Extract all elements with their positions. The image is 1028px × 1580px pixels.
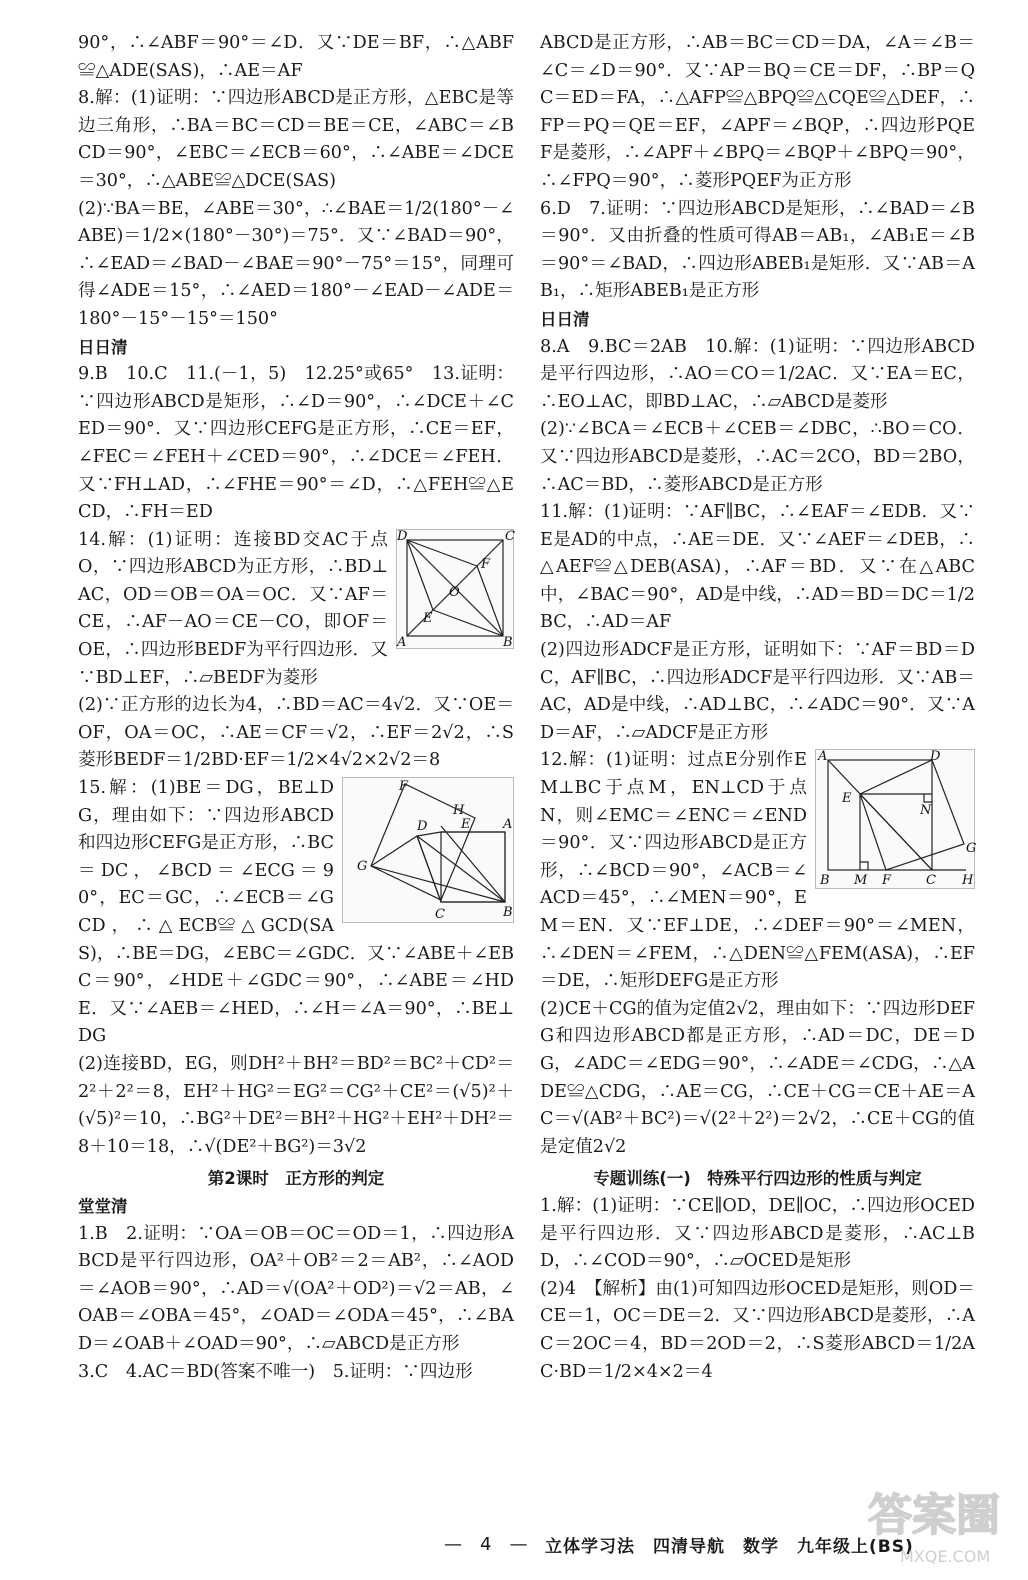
fig14-label-f: F [481, 556, 491, 572]
page-number: — 4 — [444, 1534, 528, 1555]
watermark-text: 答案圈 [868, 1490, 1000, 1541]
left-para-1: 90°，∴∠ABF＝90°＝∠D．又∵DE＝BF，∴△ABF≌△ADE(SAS)，∴AE＝AF [78, 33, 514, 81]
fig14-label-a: A [397, 634, 407, 650]
fig12-label-a: A [818, 749, 828, 765]
fig14-label-o: O [449, 584, 460, 600]
section-heading-riri: 日日清 [78, 337, 128, 357]
lesson-title: 第2课时 正方形的判定 [207, 1169, 385, 1189]
left-para-4: 9.B 10.C 11.(－1，5) 12.25°或65° 13.证明：∵四边形ABCD是矩形，∴∠D＝90°，∴∠DCE＋∠CED＝90°．又∵四边形CEFG是正方形，∴CE＝EF，∠FEC＝∠FEH＋∠CED＝90°，∴∠DCE＝∠FEH．又∵FH⊥AD，∴∠FHE＝90°＝∠D，∴△FEH≌△ECD，∴FH＝ED [78, 364, 514, 523]
watermark-url: MXQE.COM [900, 1547, 991, 1566]
right-para-1: ABCD是正方形，∴AB＝BC＝CD＝DA，∠A＝∠B＝∠C＝∠D＝90°．又∵AP＝BQ＝CE＝DF，∴BP＝QC＝ED＝FA，∴△AFP≌△BPQ≌△CQE≌△DEF，∴FP＝PQ＝QE＝EF，∠APF＝∠BQP，∴四边形PQEF是菱形，∴∠APF＋∠BPQ＝∠BQP＋∠BPQ＝90°，∴∠FPQ＝90°，∴菱形PQEF为正方形 [540, 33, 975, 191]
right-para-6: (2)四边形ADCF是正方形，证明如下：∵AF＝BD＝DC，AF∥BC，∴四边形ADCF是平行四边形．又∵AB＝AC，AD是中线，∴AD⊥BC，∴∠ADC＝90°．又∵AD＝AF，∴▱ADCF是正方形 [540, 640, 975, 743]
left-para-8: (2)连接BD，EG，则DH²＋BH²＝BD²＝BC²＋CD²＝2²＋2²＝8，EH²＋HG²＝EG²＝CG²＋CE²＝(√5)²＋(√5)²＝10，∴BG²＋DE²＝BH²＋HG²＋EH²＋DH²＝8＋10＝18，∴√(DE²＋BG²)＝3√2 [78, 1053, 514, 1157]
figure-q15 [342, 777, 514, 923]
left-para-2: 8.解：(1)证明：∵四边形ABCD是正方形，△EBC是等边三角形，∴BA＝BC＝CD＝BE＝CE，∠ABC＝∠BCD＝90°，∠EBC＝∠ECB＝60°，∴∠ABE＝∠DCE＝30°，∴△ABE≌△DCE(SAS) [78, 88, 514, 191]
fig15-label-d: D [417, 819, 428, 835]
fig12-label-g: G [966, 841, 977, 857]
fig15-label-c: C [435, 907, 445, 923]
fig15-label-e: E [461, 817, 471, 833]
fig14-label-b: B [503, 634, 513, 650]
right-para-10: (2)4 【解析】由(1)可知四边形OCED是矩形，则OD＝CE＝1，OC＝DE＝2．又∵四边形ABCD是菱形，∴AC＝2OC＝4，BD＝2OD＝2，∴S菱形ABCD＝1/2AC·BD＝1/2×4×2＝4 [540, 1278, 975, 1382]
fig15-label-h: H [453, 803, 465, 819]
special-training-title: 专题训练(一) 特殊平行四边形的性质与判定 [593, 1169, 922, 1189]
fig12-label-e: E [842, 791, 852, 807]
section-heading-tangtang: 堂堂清 [78, 1196, 128, 1216]
fig15-label-a: A [503, 817, 513, 833]
fig14-label-d: D [397, 528, 408, 544]
right-para-8: (2)CE＋CG的值为定值2√2，理由如下：∵四边形DEFG和四边形ABCD都是正方形，∴AD＝DC，DE＝DG，∠ADC＝∠EDG＝90°，∴∠ADE＝∠CDG，∴△ADE≌△CDG，∴AE＝CG，∴CE＋CG＝CE＋AE＝AC＝√(AB²＋BC²)＝√(2²＋2²)＝2√2，∴CE＋CG的值是定值2√2 [540, 998, 975, 1157]
left-para-6: (2)∵正方形的边长为4，∴BD＝AC＝4√2．又∵OE＝OF，OA＝OC，∴AE＝CF＝√2，∴EF＝2√2，∴S菱形BEDF＝1/2BD·EF＝1/2×4√2×2√2＝8 [78, 695, 514, 771]
left-para-7: 15.解：(1)BE＝DG，BE⊥DG，理由如下：∵四边形ABCD和四边形CEFG是正方形，∴BC＝DC，∠BCD＝∠ECG＝90°，EC＝GC，∴∠ECB＝∠GCD，∴△ECB≌△GCD(SAS)，∴BE＝DG，∠EBC＝∠GDC．又∵∠ABE＋∠EBC＝90°，∠HDE＋∠GDC＝90°，∴∠ABE＝∠HDE．又∵∠AEB＝∠HED，∴∠H＝∠A＝90°，∴BE⊥DG [78, 778, 514, 1047]
right-para-3: 8.A 9.BC＝2AB 10.解：(1)证明：∵四边形ABCD是平行四边形，∴AO＝CO＝1/2AC．又∵EA＝EC，∴EO⊥AC，即BD⊥AC，∴▱ABCD是菱形 [540, 336, 975, 412]
fig12-label-n: N [920, 803, 932, 819]
right-para-9: 1.解：(1)证明：∵CE∥OD，DE∥OC，∴四边形OCED是平行四边形．又∵四边形ABCD是菱形，∴AC⊥BD，∴∠COD＝90°，∴▱OCED是矩形 [540, 1195, 975, 1272]
fig12-label-b: B [820, 873, 830, 889]
fig15-label-g: G [357, 859, 368, 875]
fig14-label-e: E [423, 610, 433, 626]
figure-q14 [396, 529, 514, 649]
figure-q12 [815, 749, 975, 889]
left-para-3: (2)∵BA＝BE，∠ABE＝30°，∴∠BAE＝1/2(180°－∠ABE)＝1/2×(180°－30°)＝75°．又∵∠BAD＝90°，∴∠EAD＝∠BAD－∠BAE＝90°－75°＝15°，同理可得∠ADE＝15°，∴∠AED＝180°－∠EAD－∠ADE＝180°－15°－15°＝150° [78, 198, 514, 329]
left-column [78, 30, 514, 1386]
fig14-label-c: C [505, 528, 515, 544]
left-para-5: 14.解：(1)证明：连接BD交AC于点O，∵四边形ABCD为正方形，∴BD⊥AC，OD＝OB＝OA＝OC．又∵AF＝CE，∴AF－AO＝CE－CO，即OF＝OE，∴四边形BEDF为平行四边形．又∵BD⊥EF，∴▱BEDF为菱形 [78, 529, 388, 688]
right-column [540, 30, 975, 1386]
fig12-label-m: M [854, 873, 868, 889]
fig12-label-h: H [962, 873, 974, 889]
left-para-10: 3.C 4.AC＝BD(答案不唯一) 5.证明：∵四边形 [78, 1361, 473, 1382]
fig15-label-b: B [503, 905, 513, 921]
left-para-9: 1.B 2.证明：∵OA＝OB＝OC＝OD＝1，∴四边形ABCD是平行四边形，OA²＋OB²＝2＝AB²，∴∠AOD＝∠AOB＝90°，∴AD＝√(OA²＋OD²)＝√2＝AB，∠OAB＝∠OBA＝45°，∠OAD＝∠ODA＝45°，∴∠BAD＝∠OAB＋∠OAD＝90°，∴▱ABCD是正方形 [78, 1223, 514, 1354]
section-heading-riri-2: 日日清 [540, 309, 590, 329]
right-para-7: 12.解：(1)证明：过点E分别作EM⊥BC于点M，EN⊥CD于点N，则∠EMC＝∠ENC＝∠END＝90°．又∵四边形ABCD是正方形，∴∠BCD＝90°，∠ACB＝∠ACD＝45°，∴∠MEN＝90°，EM＝EN．又∵EF⊥DE，∴∠DEF＝90°＝∠MEN，∴∠DEN＝∠FEM，∴△DEN≌△FEM(ASA)，∴EF＝DE，∴矩形DEFG是正方形 [540, 750, 975, 992]
right-para-5: 11.解：(1)证明：∵AF∥BC，∴∠EAF＝∠EDB．又∵E是AD的中点，∴AE＝DE．又∵∠AEF＝∠DEB，∴△AEF≌△DEB(ASA)，∴AF＝BD．又∵在△ABC中，∠BAC＝90°，AD是中线，∴AD＝BD＝DC＝1/2BC，∴AD＝AF [540, 502, 975, 633]
fig12-label-f: F [882, 873, 892, 889]
fig12-label-d: D [930, 749, 941, 765]
fig15-label-f: F [399, 779, 409, 795]
fig12-label-c: C [926, 873, 936, 889]
right-para-4: (2)∵∠BCA＝∠ECB＋∠CEB＝∠DBC，∴BO＝CO．又∵四边形ABCD是菱形，∴AC＝2CO，BD＝2BO，∴AC＝BD，∴菱形ABCD是正方形 [540, 419, 975, 495]
book-title: 立体学习法 四清导航 数学 九年级上(BS) [545, 1537, 914, 1557]
watermark-logo [860, 1470, 1020, 1570]
right-para-2: 6.D 7.证明：∵四边形ABCD是矩形，∴∠BAD＝∠B＝90°．又由折叠的性质可得AB＝AB₁，∠AB₁E＝∠B＝90°＝∠BAD，∴四边形ABEB₁是矩形．又∵AB＝AB₁，∴矩形ABEB₁是正方形 [540, 198, 975, 302]
